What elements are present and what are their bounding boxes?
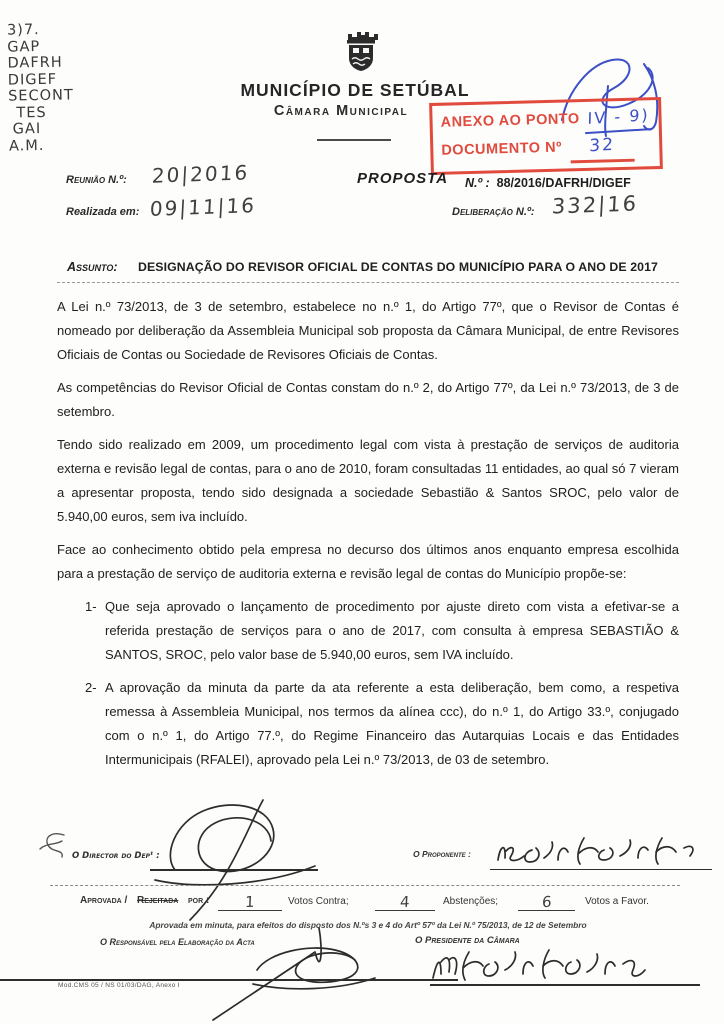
item-number: 2- bbox=[85, 680, 97, 695]
stamp-document-number: 32 bbox=[588, 134, 615, 157]
proposal-number-value: 88/2016/DAFRH/DIGEF bbox=[496, 176, 631, 190]
proposal-number-label: N.º : bbox=[465, 176, 490, 190]
mayor-label: O Presidente da Câmara bbox=[415, 935, 520, 946]
votes-divider bbox=[50, 885, 680, 886]
municipality-title: MUNICÍPIO DE SETÚBAL bbox=[240, 80, 470, 100]
votes-for-blank bbox=[518, 893, 575, 911]
votes-for-label: Votos a Favor. bbox=[585, 896, 649, 907]
stamp-document-row bbox=[441, 131, 652, 166]
abstentions-value: 4 bbox=[399, 892, 411, 912]
setubal-coat-of-arms-icon bbox=[332, 28, 390, 74]
mayor-signature-line bbox=[430, 984, 700, 986]
director-label: O Director do Depᵗ : bbox=[72, 851, 160, 861]
rejected-label: Rejeitada bbox=[137, 895, 179, 906]
held-on-label: Realizada em: bbox=[66, 206, 140, 218]
annex-stamp bbox=[429, 97, 663, 175]
pencil-note-line: DAFRH bbox=[7, 54, 63, 72]
body-paragraph: Face ao conhecimento obtido pela empresa no decurso dos últimos anos enquanto empresa escolhida para a prestação de serviço de auditoria externa e revisão legal de contas do Município propõe-se: bbox=[57, 542, 679, 581]
deliberation-number-value: 332|16 bbox=[551, 191, 639, 219]
document-body bbox=[57, 295, 679, 781]
body-paragraph: As competências do Revisor Oficial de Contas constam do n.º 2, do Artigo 77º, da Lei n.º 73/2013, de 3 de setembro. bbox=[57, 380, 679, 419]
pencil-note-line: SECONT bbox=[8, 87, 74, 105]
meeting-number-value: 20|2016 bbox=[151, 160, 250, 188]
body-paragraph: A Lei n.º 73/2013, de 3 de setembro, estabelece no n.º 1, do Artigo 77º, que o Revisor de Contas é nomeado por deliberação da Assembleia Municipal sob proposta da Câmara Municipal, de entre Revisores Oficiais de Contas ou Sociedade de Revisores Oficiais de Contas. bbox=[57, 299, 679, 362]
stamp-annex-label: ANEXO AO PONTO bbox=[440, 111, 580, 131]
pencil-note-line: DIGEF bbox=[7, 71, 58, 89]
stamp-annex-row bbox=[440, 103, 651, 136]
stamp-document-blank bbox=[570, 132, 635, 164]
stamp-document-label: DOCUMENTO Nº bbox=[441, 139, 563, 159]
pencil-note-line: A.M. bbox=[8, 137, 45, 155]
votes-for-value: 6 bbox=[541, 892, 552, 912]
proposal-item bbox=[57, 676, 679, 772]
minuta-note: Aprovada em minuta, para efeitos do disposto dos N.ºs 3 e 4 do Artº 57º da Lei N.º 75/2013, de 12 de Setembro bbox=[149, 920, 587, 930]
proposal-item bbox=[57, 595, 679, 667]
meeting-number-label: Reunião N.º: bbox=[66, 174, 127, 186]
item-text: Que seja aprovado o lançamento de procedimento por ajuste direto com vista a efetivar-se a referida prestação de serviços para o ano de 2017, com consulta à empresa SEBASTIÃO & SANTOS, SROC, pelo valor base de 5.940,00 euros, sem IVA incluído. bbox=[105, 599, 679, 662]
proponent-signature bbox=[492, 832, 704, 870]
director-signature-line bbox=[150, 869, 318, 871]
pencil-note-line: GAP bbox=[7, 38, 41, 56]
body-paragraph: Tendo sido realizado em 2009, um procedimento legal com vista à prestação de serviços de auditoria externa e revisão legal de contas, para o ano de 2010, foram consultadas 11 entidades, ao qual só 7 vieram a apresentar proposta, tendo sido designada a sociedade Sebastião & Santos SROC, pelo valor de 5.940,00 euros, sem iva incluído. bbox=[57, 437, 679, 524]
abstentions-blank bbox=[375, 893, 435, 911]
votes-against-label: Votos Contra; bbox=[288, 896, 349, 907]
subject-label: Assunto: bbox=[67, 260, 118, 274]
held-on-value: 09|11|16 bbox=[149, 193, 257, 221]
form-code: Mod.CMS 05 / NS 01/03/DAG, Anexo I bbox=[58, 982, 180, 989]
pencil-note-line: GAI bbox=[12, 121, 42, 138]
pencil-note-line: 3)7. bbox=[6, 22, 40, 39]
votes-row bbox=[57, 893, 679, 917]
approved-label: Aprovada / bbox=[80, 895, 128, 906]
proposal-number-line bbox=[465, 176, 631, 190]
item-number: 1- bbox=[85, 599, 97, 614]
proposal-title: PROPOSTA bbox=[357, 170, 449, 187]
minutes-officer-signature bbox=[195, 922, 380, 1022]
pencil-routing-notes bbox=[7, 21, 75, 154]
votes-against-value: 1 bbox=[244, 892, 256, 912]
proponent-label: O Proponente : bbox=[413, 849, 471, 859]
by-label: por : bbox=[188, 895, 210, 906]
pencil-mark bbox=[36, 828, 74, 864]
proponent-signature-line bbox=[490, 869, 712, 870]
mayor-signature bbox=[425, 944, 665, 986]
header-divider bbox=[317, 139, 391, 141]
minutes-officer-label: O Responsável pela Elaboração da Acta bbox=[100, 937, 255, 947]
deliberation-number-label: Deliberação N.º: bbox=[452, 206, 535, 218]
subject-text: DESIGNAÇÃO DO REVISOR OFICIAL DE CONTAS DO MUNICÍPIO PARA O ANO DE 2017 bbox=[138, 260, 658, 274]
votes-against-blank bbox=[218, 893, 282, 911]
council-subtitle: Câmara Municipal bbox=[273, 103, 409, 119]
stamp-annex-value: IV - 9) bbox=[585, 102, 652, 134]
subject-underline bbox=[57, 282, 679, 283]
abstentions-label: Abstenções; bbox=[443, 896, 499, 907]
item-text: A aprovação da minuta da parte da ata referente a esta deliberação, bem como, a respetiva remessa à Assembleia Municipal, nos termos da alínea ccc), do n.º 1, do Artigo 33.º, conjugado com o n.º 1, do Artigo 77.º, do Regime Financeiro das Autarquias Locais e das Entidades Intermunicipais (RFALEI), aprovado pela Lei n.º 73/2013, de 03 de setembro. bbox=[105, 680, 679, 767]
pencil-note-line: TES bbox=[16, 104, 47, 121]
left-signature-line bbox=[0, 979, 458, 981]
